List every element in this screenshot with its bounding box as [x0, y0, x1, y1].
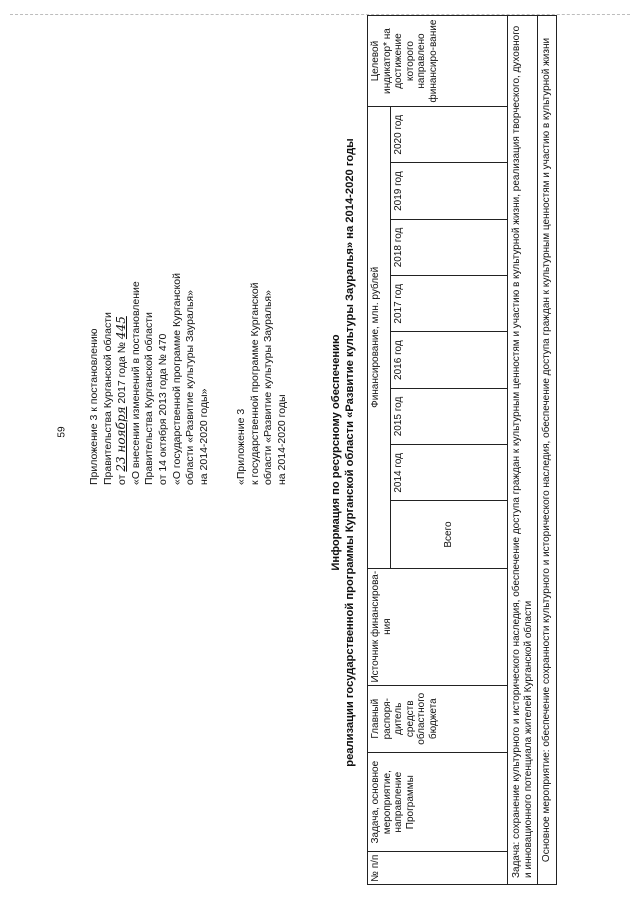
header-indicator: Целевой индикатор* на достижение которого направлено финансиро-вание: [368, 16, 508, 107]
header-financing: Финансирование, млн. рублей: [368, 107, 391, 569]
header-year: 2018 год: [391, 219, 508, 275]
header-year: 2014 год: [391, 445, 508, 501]
header-total: Всего: [391, 501, 508, 568]
document-title-line-2: реализации государственной программы Курганской области «Развитие культуры Зауралья» на 2014-2020 годы: [344, 138, 356, 767]
header-row-1: [368, 16, 391, 885]
header-task: Задача, основное мероприятие, направление Программы: [368, 752, 508, 852]
appendix-line-1: «Приложение 3: [235, 408, 247, 485]
approval-line-1: Приложение 3 к постановлению: [88, 328, 100, 485]
date-prefix: от: [116, 474, 129, 485]
header-year: 2016 год: [391, 332, 508, 388]
appendix-line-2: к государственной программе Курганской: [248, 282, 261, 485]
header-source: Источник финансирова-ния: [368, 568, 508, 685]
approval-line-8: области «Развитие культуры Зауралья»: [184, 290, 197, 485]
header-year: 2020 год: [391, 107, 508, 163]
approval-block: [88, 185, 211, 485]
header-year: 2015 год: [391, 388, 508, 444]
page-number: 59: [56, 426, 68, 438]
handwritten-number: 445: [114, 316, 129, 340]
measure-row: [538, 16, 557, 885]
header-manager: Главный распоря-дитель средств областного бюджета: [368, 685, 508, 752]
document-title-line-1: Информация по ресурсному обеспечению: [330, 334, 342, 571]
header-num: № п/п: [368, 852, 508, 885]
appendix-line-3: области «Развитие культуры Зауралья»: [262, 290, 275, 485]
approval-line-2: Правительства Курганской области: [101, 312, 114, 485]
approval-line-6: от 14 октября 2013 года № 470: [156, 333, 169, 485]
appendix-line-4: на 2014-2020 годы: [275, 394, 288, 485]
task-row-text: Задача: сохранение культурного и исторического наследия, обеспечение доступа граждан к культурным ценностям и участию в культурной жизни, реализация творческого, духовного и инновационного потенциала жителей Курганской области: [508, 16, 538, 885]
header-year: 2017 год: [391, 276, 508, 332]
measure-row-text: Основное мероприятие: обеспечение сохранности культурного и исторического наследия, обеспечение доступа граждан к культурным ценностям и участию в культурной жизни: [538, 16, 557, 885]
approval-line-9: на 2014-2020 годы»: [197, 388, 210, 485]
approval-line-4: «О внесении изменений в постановление: [129, 281, 142, 485]
task-row: [508, 16, 538, 885]
handwritten-date: 23 ноября: [114, 406, 129, 472]
header-year: 2019 год: [391, 163, 508, 219]
approval-line-7: «О государственной программе Курганской: [170, 273, 183, 485]
approval-date-line: [115, 185, 130, 485]
approval-line-5: Правительства Курганской области: [143, 312, 156, 485]
appendix-block: [235, 185, 289, 485]
resource-table: [367, 15, 557, 885]
date-suffix: 2017 года №: [116, 341, 129, 404]
